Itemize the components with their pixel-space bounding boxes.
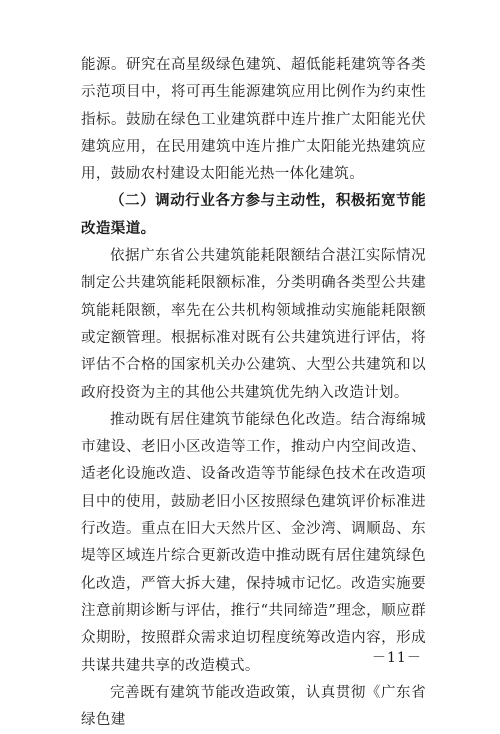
paragraph-public-building-energy-quota: 依据广东省公共建筑能耗限额结合湛江实际情况制定公共建筑能耗限额标准，分类明确各类型公共建筑能耗限额，率先在公共机构领域推动实施能耗限额或定额管理。根据标准对既有公共建筑进行评估，将评估不合格的国家机关办公建筑、大型公共建筑和以政府投资为主的其他公共建筑优先纳入改造计划。 [81, 248, 426, 401]
section-heading-energy-retrofit-channels: （二）调动行业各方参与主动性，积极拓宽节能改造渠道。 [81, 193, 426, 237]
paragraph-retrofit-policy: 完善既有建筑节能改造政策，认真贯彻《广东省绿色建 [81, 684, 426, 729]
page-number: －11－ [372, 650, 422, 666]
paragraph-renewable-energy: 能源。研究在高星级绿色建筑、超低能耗建筑等各类示范项目中，将可再生能源建筑应用比例作为约束性指标。鼓励在绿色工业建筑群中连片推广太阳能光伏建筑应用，在民用建筑中连片推广太阳能光热建筑应用，鼓励农村建设太阳能光热一体化建筑。 [81, 57, 426, 183]
paragraph-residential-building-retrofit: 推动既有居住建筑节能绿色化改造。结合海绵城市建设、老旧小区改造等工作，推动户内空间改造、适老化设施改造、设备改造等节能绿色技术在改造项目中的使用，鼓励老旧小区按照绿色建筑评价标准进行改造。重点在旧大天然片区、金沙湾、调顺岛、东堤等区域连片综合更新改造中推动既有居住建筑绿色化改造，严管大拆大建，保持城市记忆。改造实施要注意前期诊断与评估，推行“共同缔造”理念，顺应群众期盼，按照群众需求迫切程度统筹改造内容，形成共谋共建共享的改造模式。 [81, 411, 426, 674]
page-body [81, 52, 426, 734]
